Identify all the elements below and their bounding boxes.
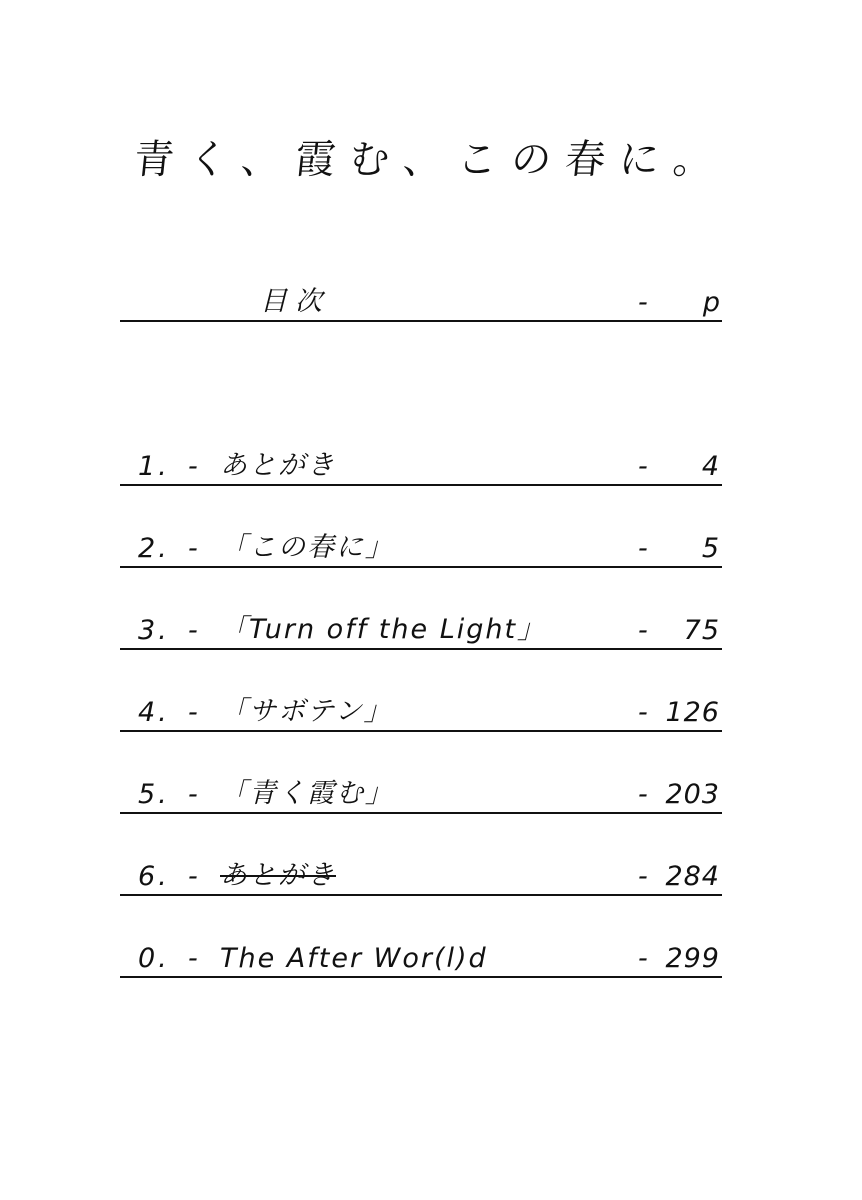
- toc-entry-page: 284: [665, 861, 720, 892]
- toc-entry-page: 75: [683, 615, 720, 646]
- toc-entry-0: [120, 940, 722, 978]
- toc-entry-separator: -: [188, 451, 198, 482]
- toc-entry-separator: -: [188, 615, 198, 646]
- toc-entry-dash: -: [638, 533, 648, 564]
- toc-entry-page: 4: [701, 451, 720, 482]
- toc-entry-6: [120, 858, 722, 896]
- toc-entry-page: 299: [665, 943, 720, 974]
- toc-entry-page: 5: [701, 533, 720, 564]
- toc-entry-title-struck: あとがき: [220, 860, 336, 891]
- toc-entry-title: The After Wor(l)d: [220, 943, 488, 974]
- toc-entry-1: [120, 448, 722, 486]
- toc-entry-number: 3.: [138, 615, 170, 646]
- toc-entry-separator: -: [188, 533, 198, 564]
- toc-entry-dash: -: [638, 861, 648, 892]
- toc-entry-separator: -: [188, 697, 198, 728]
- toc-entry-title: 「サボテン」: [220, 696, 393, 727]
- toc-entry-number: 6.: [138, 861, 170, 892]
- toc-entry-dash: -: [638, 779, 648, 810]
- toc-entry-separator: -: [188, 779, 198, 810]
- toc-entry-title: 「Turn off the Light」: [220, 614, 547, 645]
- toc-entry-title: あとがき: [220, 450, 336, 481]
- toc-entry-4: [120, 694, 722, 732]
- toc-entry-number: 0.: [138, 943, 170, 974]
- toc-entry-dash: -: [638, 943, 648, 974]
- toc-entry-number: 5.: [138, 779, 170, 810]
- toc-entry-number: 1.: [138, 451, 170, 482]
- toc-entry-dash: -: [638, 615, 648, 646]
- toc-entry-3: [120, 612, 722, 650]
- toc-entry-page: 203: [665, 779, 720, 810]
- toc-entry-title: 「この春に」: [220, 532, 394, 563]
- page-title: 青く、霞む、この春に。: [131, 137, 730, 183]
- toc-entry-separator: -: [188, 861, 198, 892]
- toc-entry-page: 126: [665, 697, 720, 728]
- toc-entry-number: 2.: [138, 533, 170, 564]
- toc-entry-dash: -: [638, 451, 648, 482]
- toc-entry-2: [120, 530, 722, 568]
- toc-header-page-label: p: [702, 287, 720, 318]
- toc-header-dash: -: [638, 287, 648, 318]
- toc-entry-separator: -: [188, 943, 198, 974]
- toc-header-label: 目次: [260, 286, 330, 317]
- toc-entry-number: 4.: [138, 697, 170, 728]
- toc-entry-5: [120, 776, 722, 814]
- toc-entry-title: 「青く霞む」: [220, 778, 394, 809]
- toc-header: [120, 284, 722, 322]
- toc-entry-dash: -: [638, 697, 648, 728]
